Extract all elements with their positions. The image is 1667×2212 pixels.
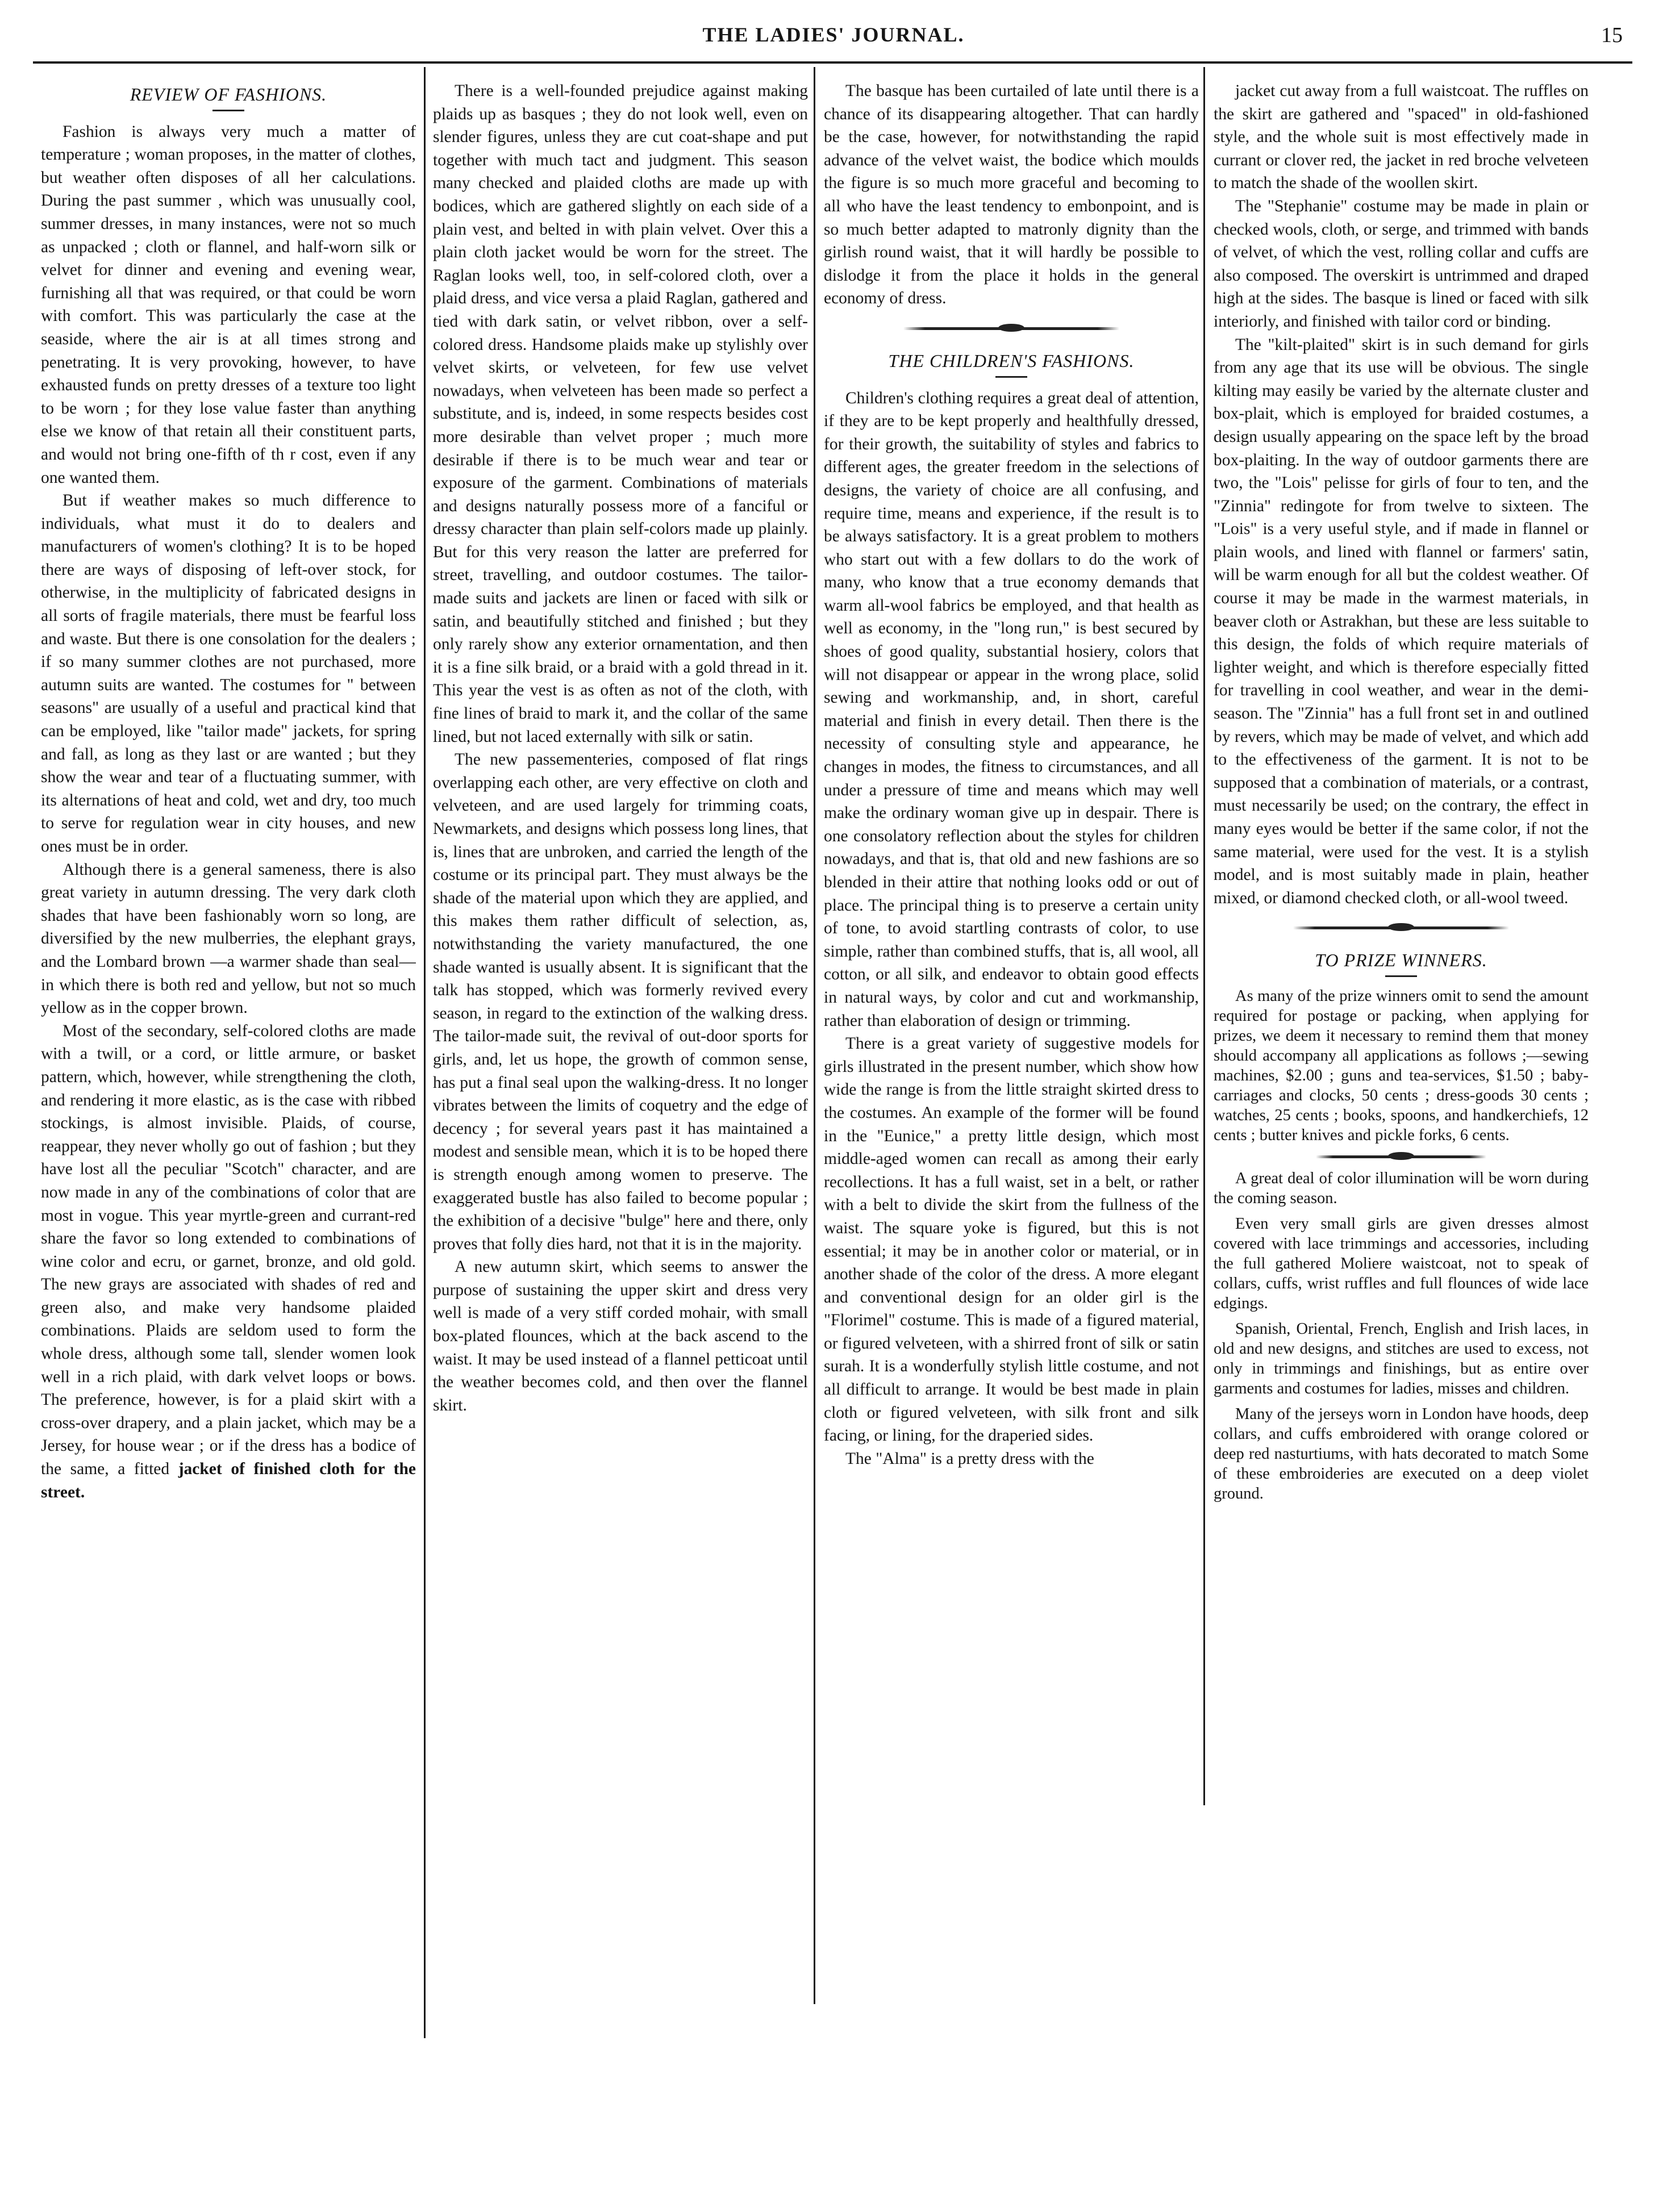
running-title: THE LADIES' JOURNAL. — [702, 23, 965, 46]
column-rule-2 — [814, 67, 815, 2004]
page-number: 15 — [1601, 23, 1623, 47]
column-1 — [41, 80, 416, 2181]
paragraph: There is a well-founded prejudice against making plaids up as basques ; they do not look well, even on slender figures, unless they are cut coat-shape and put together with much tact and judgment. This season many checked and plaided cloths are made up with bodices, which are gathered slightly on each side of a plain vest, and belted in with plain velvet. Over this a plain cloth jacket would be worn for the street. The Raglan looks well, too, in self-colored cloth, over a plaid dress, and vice versa a plaid Raglan, gathered and tied with dark satin, or velvet ribbon, over a self-colored dress. Handsome plaids make up stylishly over velvet skirts, or velveteen, for few use velvet nowadays, when velveteen has been made so perfect a substitute, and is, indeed, in some respects besides cost more desirable than velvet proper ; much more desirable if there is to be much wear and tear or exposure of the garment. Combinations of materials and designs naturally possess more of a fanciful or dressy character than plain self-colors made up plainly. But for this very reason the latter are preferred for street, travelling, and outdoor costumes. The tailor-made suits and jackets are linen or faced with silk or satin, and beautifully stitched and finished ; but they only rarely show any exterior ornamentation, and then it is a fine silk braid, or a braid with a gold thread in it. This year the vest is as often as not of the cloth, with fine lines of braid to mark it, and the collar of the same lined, but not laced externally with silk or satin. — [433, 82, 808, 746]
article-heading-childrens-fashions: THE CHILDREN'S FASHIONS. — [888, 350, 1135, 371]
paragraph: But if weather makes so much difference to individuals, what must it do to dealers and manufacturers of women's clothing? It is to be hoped there are ways of disposing of left-over stock, for otherwise, in the multiplicity of fabricated designs in all sorts of fragile materials, there must be fearful loss and waste. But there is one consolation for the dealers ; if so many summer clothes are not purchased, more autumn suits are wanted. The costumes for " between seasons" are usually of a useful and practical kind that can be employed, like "tailor made" jackets, for spring and fall, as long as they last or are wanted ; but they show the wear and tear of a fluctuating summer, with its alternations of heat and cold, wet and dry, too much to serve for regulation wear in city houses, and new ones must be in order. — [41, 491, 416, 855]
paragraph: Children's clothing requires a great deal of attention, if they are to be kept properly and healthfully dressed, for their growth, the suitability of styles and fabrics to different ages, the greater freedom in the selections of designs, the variety of choice are all confusing, and require time, means and experience, if the result is to be always satisfactory. It is a great problem to mothers who start out with a few dollars to do the work of many, who know that a true economy demands that warm all-wool fabrics be employed, and that health as well as economy, in the "long run," is best secured by shoes of good quality, substantial hosiery, colors that will not disappear or appear in the wrong place, solid sewing and workmanship, and, in short, careful material and finish in every detail. Then there is the necessity of consulting style and appearance, he changes in modes, the fitness to circumstances, and all under a pressure of time and means which may well make the ordinary woman give up in despair. There is one consolatory reflection about the styles for children nowadays, and that is, that old and new fashions are so blended in their attire that nothing looks odd or out of place. The principal thing is to preserve a certain unity of tone, to avoid startling contrasts of color, to use simple, rather than combined stuffs, that is, all wool, all cotton, or all silk, and endeavor to obtain good effects in natural ways, by color and cut and workmanship, rather than elaboration of design or trimming. — [824, 389, 1199, 1030]
paragraph: The "Alma" is a pretty dress with the — [845, 1449, 1094, 1468]
notice-paragraph: As many of the prize winners omit to send the amount required for postage or packing, when applying for prizes, we deem it necessary to remind them that money should accompany all applications as follows ;—sewing machines, $2.00 ; guns and tea-services, $1.50 ; baby-carriages and clocks, 50 cents ; dress-goods 30 cents ; watches, 25 cents ; books, spoons, and handkerchiefs, 12 cents ; butter knives and pickle forks, 6 cents. — [1214, 987, 1589, 1144]
prize-notice — [1214, 986, 1589, 1504]
paragraph: The "kilt-plaited" skirt is in such demand for girls from any age that its use will be obvious. The single kilting may easily be varied by the alternate cluster and box-plait, which is employed for braided costumes, a design usually appearing on the space left by the broad box-plaiting. In the way of outdoor garments there are two, the "Lois" pelisse for girls of four to ten, and the "Zinnia" redingote for from twelve to sixteen. The "Lois" is a very useful style, and if made in flannel or plain wools, and lined with flannel or farmers' satin, will be warm enough for all but the coldest weather. Of course it may be made in the warmest materials, in beaver cloth or Astrakhan, but these are less suitable to this design, the folds of which require materials of lighter weight, and which is therefore especially fitted for travelling in cool weather, and wear in the demi-season. The "Zinnia" has a full front set in and outlined by revers, which may be made of velvet, and which add to the effectiveness of the garment. It is not to be supposed that a combination of materials, or a contrast, must necessarily be used; on the contrary, the effect in many eyes would be better if the same color, if not the same material, were used for the vest. It is a stylish model, and is most suitably made in plain, heather mixed, or diamond checked cloth, or all-wool tweed. — [1214, 335, 1589, 907]
column-rule-3 — [1203, 67, 1205, 1805]
section-divider-ornament — [903, 327, 1119, 330]
paragraph-text: Most of the secondary, self-colored cloths are made with a twill, or a cord, or little armure, or basket pattern, which, however, while strengthening the cloth, and rendering it more elastic, as is the case with ribbed stockings, is almost invisible. Plaids, of course, reappear, they never wholly go out of fashion ; but they have lost all the peculiar "Scotch" character, and are now made in any of the combinations of color that are most in vogue. This year myrtle-green and currant-red share the favor so long extended to combinations of wine color and ecru, or garnet, bronze, and old gold. The new grays are associated with shades of red and green also, and make very handsome plaided combinations. Plaids are seldom used to form the whole dress, although some tall, slender women look well in a rich plaid, with dark velvet loops or bows. The preference, however, is for a plaid skirt with a cross-over drapery, and a plain jacket, which may be a Jersey, for house wear ; or if the dress has a bodice of the same, a fitted — [41, 1021, 416, 1479]
notice-divider-ornament — [1316, 1155, 1486, 1158]
paragraph: The new passementeries, composed of flat rings overlapping each other, are very effective on cloth and velveteen, and are used largely for trimming coats, Newmarkets, and designs which possess long lines, that is, lines that are unbroken, and carried the length of the costume or its principal part. They must always be the shade of the material upon which they are applied, and this makes them rather difficult of selection, as, notwithstanding the variety manufactured, the one shade wanted is usually absent. It is significant that the talk has stopped, which was formerly revived every season, in regard to the extinction of the walking dress. The tailor-made suit, the revival of out-door sports for girls, and, let us hope, the growth of common sense, has put a final seal upon the walking-dress. It no longer vibrates between the limits of coquetry and the edge of decency ; for several years past it has maintained a modest and sensible mean, which it is to be hoped there is strength enough among women to preserve. The exaggerated bustle has also failed to become popular ; the exhibition of a decisive "bulge" here and there, only proves that folly dies hard, not that it is in the majority. — [433, 750, 808, 1253]
paragraph: The basque has been curtailed of late until there is a chance of its disappearing altogether. That can hardly be the case, however, for notwithstanding the rapid advance of the velvet waist, the bodice which moulds the figure is so much more graceful and becoming to all who have the least tendency to embonpoint, and is so much better adapted to matronly dignity than the girlish round waist, that it will hardly be possible to dislodge it from the place it holds in the general economy of dress. — [824, 82, 1199, 308]
article-heading-to-prize-winners: TO PRIZE WINNERS. — [1315, 950, 1487, 971]
notice-paragraph: Spanish, Oriental, French, English and Irish laces, in old and new designs, and stitches are used to excess, not only in trimmings and finishings, but as entire over garments and costumes for ladies, misses and children. — [1214, 1320, 1589, 1397]
column-4 — [1214, 80, 1589, 2181]
section-divider-ornament — [1293, 926, 1509, 929]
column-rule-1 — [424, 67, 426, 2038]
column-3 — [824, 80, 1199, 2181]
heading-dash — [995, 376, 1027, 378]
heading-dash — [212, 110, 244, 111]
article-heading-review-of-fashions: REVIEW OF FASHIONS. — [130, 84, 327, 105]
paragraph: jacket cut away from a full waistcoat. The ruffles on the skirt are gathered and "spaced" in old-fashioned style, and the whole suit is most effectively made in currant or clover red, the jacket in red broche velveteen to match the shade of the woollen skirt. — [1214, 82, 1589, 193]
paragraph: Fashion is always very much a matter of temperature ; woman proposes, in the matter of clothes, but weather often disposes of all her calculations. During the past summer , which was unusually cool, summer dresses, in many instances, were not so much as unpacked ; cloth or flannel, and half-worn silk or velvet for dinner and evening and evening wear, furnishing all that was required, or that could be worn with comfort. This was particularly the case at the seaside, where the air is at all times strong and penetrating. It is very provoking, however, to have exhausted funds on pretty dresses of a texture too light to be worn ; for they lose value faster than anything else we know of that retain all their constituent parts, and would not bring one-fifth of th r cost, even if any one wanted them. — [41, 122, 416, 487]
column-2 — [433, 80, 808, 2181]
paragraph-bold-tail: jacket of finished cloth for the street. — [41, 1460, 416, 1501]
header-rule — [33, 61, 1632, 64]
paragraph: Although there is a general sameness, there is also great variety in autumn dressing. The very dark cloth shades that have been fashionably worn so long, are diversified by the new mulberries, the elephant grays, and the Lombard brown —a warmer shade than seal—in which there is both red and yellow, but not so much yellow as in the copper brown. — [41, 860, 416, 1017]
paragraph: A new autumn skirt, which seems to answer the purpose of sustaining the upper skirt and dress very well is made of a very stiff corded mohair, with small box-plated flounces, which at the back ascend to the waist. It may be used instead of a flannel petticoat until the weather becomes cold, and then over the flannel skirt. — [433, 1258, 808, 1414]
notice-paragraph: A great deal of color illumination will be worn during the coming season. — [1214, 1169, 1589, 1207]
paragraph: The "Stephanie" costume may be made in plain or checked wools, cloth, or serge, and trimmed with bands of velvet, of which the vest, rolling collar and cuffs are also composed. The overskirt is untrimmed and draped high at the sides. The basque is lined or faced with silk interiorly, and finished with tailor cord or binding. — [1214, 197, 1589, 331]
notice-paragraph: Even very small girls are given dresses almost covered with lace trimmings and accessories, including the full gathered Moliere waistcoat, not to speak of collars, cuffs, wrist ruffles and full flounces of wide lace edgings. — [1214, 1214, 1589, 1312]
paragraph — [41, 1020, 416, 1504]
heading-dash — [1385, 975, 1417, 977]
notice-paragraph: Many of the jerseys worn in London have hoods, deep collars, and cuffs embroidered with orange colored or deep red nasturtiums, with hats decorated to match Some of these embroideries are executed on a deep violet ground. — [1214, 1405, 1589, 1503]
paragraph: There is a great variety of suggestive models for girls illustrated in the present number, which show how wide the range is from the little straight skirted dress to the costumes. An example of the former will be found in the "Eunice," a pretty little design, which most middle-aged women can recall as among their early recollections. It has a full waist, set in a belt, or rather with a belt to divide the skirt from the fullness of the waist. The square yoke is figured, but this is not essential; it may be in another color or material, or in another shade of the color of the dress. A more elegant and conventional design for an older girl is the "Florimel" costume. This is made of a figured material, or figured velveteen, with a shirred front of silk or satin surah. It is a wonderfully stylish little costume, and not all difficult to arrange. It would be best made in plain cloth or figured velveteen, with silk front and silk facing, or lining, for the draperied sides. — [824, 1034, 1199, 1445]
